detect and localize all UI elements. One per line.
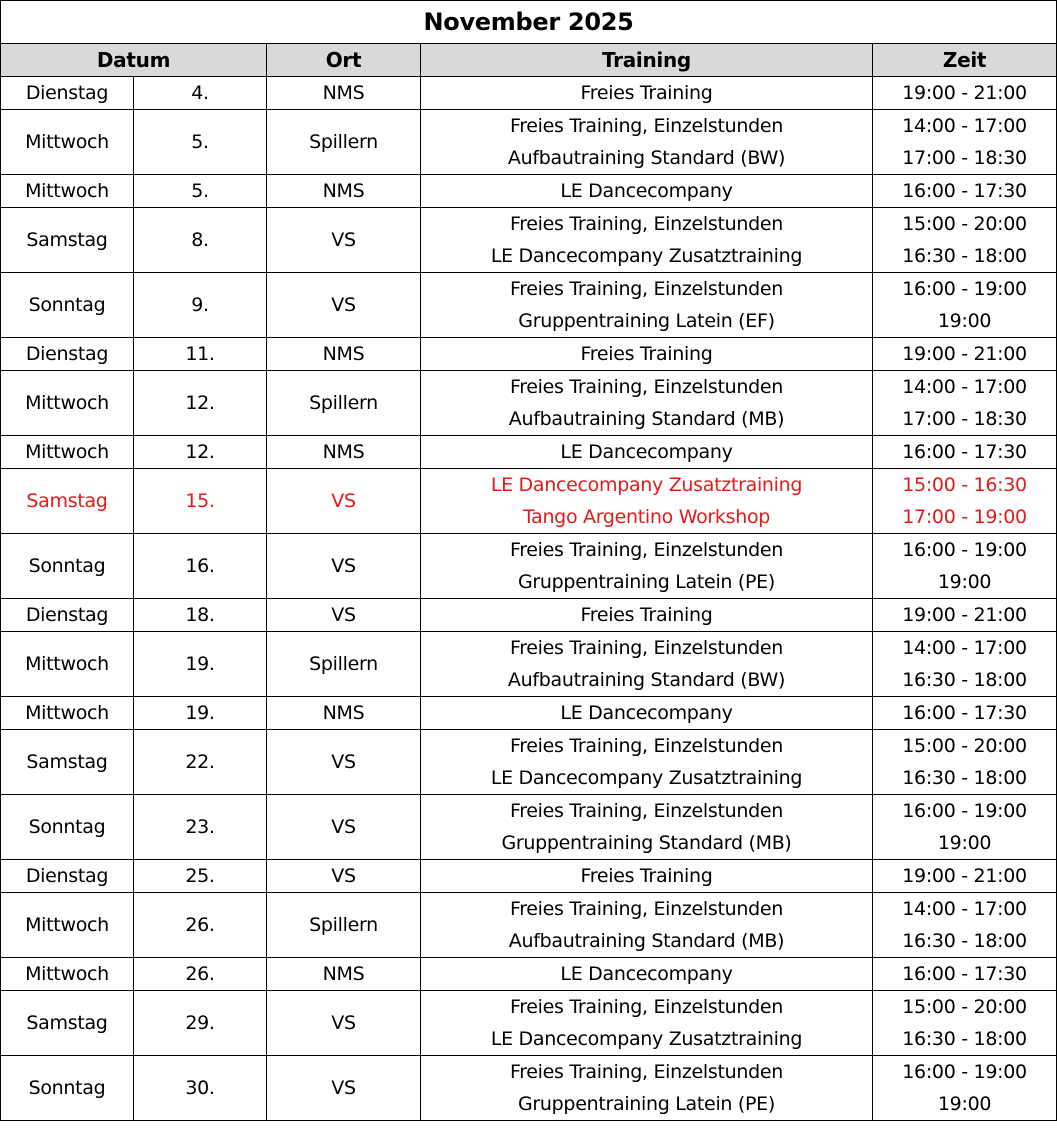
zeit-line: 15:00 - 20:00 xyxy=(902,213,1027,235)
cell-date: 15. xyxy=(134,469,267,534)
header-ort: Ort xyxy=(267,44,421,77)
cell-date: 18. xyxy=(134,599,267,632)
cell-training xyxy=(421,860,873,893)
table-row xyxy=(1,697,1057,730)
zeit-line: 19:00 xyxy=(937,1093,992,1115)
cell-ort: VS xyxy=(267,208,421,273)
cell-zeit xyxy=(873,371,1057,436)
table-row xyxy=(1,175,1057,208)
cell-day: Sonntag xyxy=(1,795,134,860)
cell-zeit xyxy=(873,208,1057,273)
training-line: Freies Training xyxy=(580,82,713,104)
cell-ort: VS xyxy=(267,469,421,534)
table-row xyxy=(1,599,1057,632)
zeit-line: 16:30 - 18:00 xyxy=(902,930,1027,952)
cell-zeit xyxy=(873,893,1057,958)
training-line: Freies Training, Einzelstunden xyxy=(509,898,784,920)
cell-ort: Spillern xyxy=(267,893,421,958)
cell-zeit xyxy=(873,534,1057,599)
zeit-line: 19:00 - 21:00 xyxy=(902,82,1027,104)
cell-day: Mittwoch xyxy=(1,371,134,436)
training-line: LE Dancecompany Zusatztraining xyxy=(490,245,803,267)
cell-training xyxy=(421,534,873,599)
cell-ort: NMS xyxy=(267,338,421,371)
cell-zeit xyxy=(873,599,1057,632)
cell-day: Samstag xyxy=(1,208,134,273)
training-line: Gruppentraining Latein (PE) xyxy=(518,1093,775,1115)
cell-ort: VS xyxy=(267,534,421,599)
cell-zeit xyxy=(873,632,1057,697)
table-row xyxy=(1,436,1057,469)
cell-training xyxy=(421,208,873,273)
cell-zeit xyxy=(873,469,1057,534)
zeit-line: 17:00 - 18:30 xyxy=(902,147,1027,169)
header-zeit: Zeit xyxy=(873,44,1057,77)
cell-training xyxy=(421,958,873,991)
cell-day: Dienstag xyxy=(1,77,134,110)
cell-date: 9. xyxy=(134,273,267,338)
cell-training xyxy=(421,436,873,469)
zeit-line: 17:00 - 18:30 xyxy=(902,408,1027,430)
cell-zeit xyxy=(873,273,1057,338)
cell-training xyxy=(421,795,873,860)
training-line: Freies Training, Einzelstunden xyxy=(509,539,784,561)
cell-date: 26. xyxy=(134,893,267,958)
header-datum: Datum xyxy=(1,44,267,77)
cell-training xyxy=(421,77,873,110)
cell-date: 12. xyxy=(134,436,267,469)
zeit-line: 16:00 - 19:00 xyxy=(902,1061,1027,1083)
cell-date: 26. xyxy=(134,958,267,991)
cell-date: 16. xyxy=(134,534,267,599)
cell-ort: Spillern xyxy=(267,632,421,697)
cell-date: 30. xyxy=(134,1056,267,1121)
table-row xyxy=(1,338,1057,371)
zeit-line: 16:30 - 18:00 xyxy=(902,245,1027,267)
cell-zeit xyxy=(873,1056,1057,1121)
zeit-line: 16:30 - 18:00 xyxy=(902,767,1027,789)
cell-date: 19. xyxy=(134,632,267,697)
cell-zeit xyxy=(873,175,1057,208)
training-line: Freies Training, Einzelstunden xyxy=(509,800,784,822)
cell-day: Samstag xyxy=(1,469,134,534)
zeit-line: 14:00 - 17:00 xyxy=(902,376,1027,398)
cell-date: 29. xyxy=(134,991,267,1056)
cell-ort: VS xyxy=(267,991,421,1056)
cell-day: Sonntag xyxy=(1,1056,134,1121)
zeit-line: 19:00 xyxy=(937,571,992,593)
training-line: LE Dancecompany xyxy=(560,963,733,985)
cell-day: Dienstag xyxy=(1,338,134,371)
table-row xyxy=(1,371,1057,436)
zeit-line: 14:00 - 17:00 xyxy=(902,115,1027,137)
table-row xyxy=(1,893,1057,958)
training-line: Freies Training, Einzelstunden xyxy=(509,376,784,398)
cell-date: 5. xyxy=(134,110,267,175)
cell-date: 23. xyxy=(134,795,267,860)
training-line: Freies Training, Einzelstunden xyxy=(509,278,784,300)
zeit-line: 17:00 - 19:00 xyxy=(902,506,1027,528)
cell-zeit xyxy=(873,697,1057,730)
cell-training xyxy=(421,991,873,1056)
training-line: LE Dancecompany xyxy=(560,441,733,463)
table-row xyxy=(1,632,1057,697)
training-line: Freies Training, Einzelstunden xyxy=(509,735,784,757)
cell-day: Mittwoch xyxy=(1,697,134,730)
cell-training xyxy=(421,273,873,338)
cell-zeit xyxy=(873,860,1057,893)
zeit-line: 16:30 - 18:00 xyxy=(902,1028,1027,1050)
zeit-line: 16:30 - 18:00 xyxy=(902,669,1027,691)
cell-day: Mittwoch xyxy=(1,958,134,991)
training-line: LE Dancecompany Zusatztraining xyxy=(490,474,803,496)
table-row xyxy=(1,273,1057,338)
training-line: LE Dancecompany Zusatztraining xyxy=(490,767,803,789)
training-line: Aufbautraining Standard (MB) xyxy=(508,930,785,952)
training-line: Freies Training, Einzelstunden xyxy=(509,996,784,1018)
table-row xyxy=(1,1056,1057,1121)
training-line: Aufbautraining Standard (MB) xyxy=(508,408,785,430)
zeit-line: 19:00 xyxy=(937,310,992,332)
training-line: Freies Training xyxy=(580,343,713,365)
cell-training xyxy=(421,110,873,175)
table-row xyxy=(1,77,1057,110)
table-row xyxy=(1,534,1057,599)
zeit-line: 19:00 - 21:00 xyxy=(902,343,1027,365)
zeit-line: 16:00 - 17:30 xyxy=(902,702,1027,724)
zeit-line: 16:00 - 17:30 xyxy=(902,441,1027,463)
zeit-line: 19:00 - 21:00 xyxy=(902,604,1027,626)
table-row xyxy=(1,469,1057,534)
cell-day: Mittwoch xyxy=(1,175,134,208)
cell-ort: NMS xyxy=(267,697,421,730)
cell-ort: VS xyxy=(267,795,421,860)
cell-day: Sonntag xyxy=(1,273,134,338)
cell-training xyxy=(421,1056,873,1121)
training-line: Freies Training xyxy=(580,604,713,626)
table-row xyxy=(1,110,1057,175)
cell-ort: NMS xyxy=(267,175,421,208)
zeit-line: 19:00 xyxy=(937,832,992,854)
cell-day: Samstag xyxy=(1,730,134,795)
cell-day: Mittwoch xyxy=(1,893,134,958)
zeit-line: 16:00 - 19:00 xyxy=(902,278,1027,300)
table-row xyxy=(1,991,1057,1056)
cell-zeit xyxy=(873,338,1057,371)
cell-zeit xyxy=(873,991,1057,1056)
cell-ort: VS xyxy=(267,273,421,338)
cell-ort: VS xyxy=(267,599,421,632)
cell-day: Mittwoch xyxy=(1,632,134,697)
schedule-body xyxy=(1,77,1057,1121)
cell-zeit xyxy=(873,110,1057,175)
zeit-line: 15:00 - 20:00 xyxy=(902,735,1027,757)
cell-training xyxy=(421,893,873,958)
cell-ort: VS xyxy=(267,860,421,893)
cell-zeit xyxy=(873,77,1057,110)
cell-training xyxy=(421,469,873,534)
training-line: Gruppentraining Latein (PE) xyxy=(518,571,775,593)
cell-training xyxy=(421,697,873,730)
zeit-line: 19:00 - 21:00 xyxy=(902,865,1027,887)
training-line: LE Dancecompany xyxy=(560,702,733,724)
cell-ort: VS xyxy=(267,730,421,795)
training-line: Aufbautraining Standard (BW) xyxy=(507,669,786,691)
cell-day: Samstag xyxy=(1,991,134,1056)
cell-day: Dienstag xyxy=(1,860,134,893)
zeit-line: 16:00 - 19:00 xyxy=(902,539,1027,561)
cell-training xyxy=(421,730,873,795)
cell-ort: VS xyxy=(267,1056,421,1121)
training-line: Freies Training xyxy=(580,865,713,887)
training-line: Freies Training, Einzelstunden xyxy=(509,115,784,137)
cell-day: Dienstag xyxy=(1,599,134,632)
cell-date: 25. xyxy=(134,860,267,893)
cell-training xyxy=(421,338,873,371)
cell-day: Mittwoch xyxy=(1,436,134,469)
training-line: Freies Training, Einzelstunden xyxy=(509,637,784,659)
table-row xyxy=(1,860,1057,893)
cell-zeit xyxy=(873,436,1057,469)
cell-ort: NMS xyxy=(267,958,421,991)
cell-date: 19. xyxy=(134,697,267,730)
table-row xyxy=(1,208,1057,273)
training-line: LE Dancecompany xyxy=(560,180,733,202)
zeit-line: 16:00 - 17:30 xyxy=(902,180,1027,202)
cell-zeit xyxy=(873,730,1057,795)
training-line: Tango Argentino Workshop xyxy=(522,506,771,528)
training-line: Gruppentraining Standard (MB) xyxy=(501,832,792,854)
zeit-line: 16:00 - 19:00 xyxy=(902,800,1027,822)
table-row xyxy=(1,958,1057,991)
training-line: Gruppentraining Latein (EF) xyxy=(518,310,775,332)
header-training: Training xyxy=(421,44,873,77)
cell-training xyxy=(421,371,873,436)
zeit-line: 14:00 - 17:00 xyxy=(902,898,1027,920)
cell-ort: NMS xyxy=(267,436,421,469)
table-title: November 2025 xyxy=(1,1,1057,44)
cell-date: 8. xyxy=(134,208,267,273)
table-row xyxy=(1,730,1057,795)
cell-ort: Spillern xyxy=(267,110,421,175)
cell-day: Sonntag xyxy=(1,534,134,599)
cell-date: 12. xyxy=(134,371,267,436)
cell-zeit xyxy=(873,958,1057,991)
cell-day: Mittwoch xyxy=(1,110,134,175)
cell-date: 22. xyxy=(134,730,267,795)
zeit-line: 14:00 - 17:00 xyxy=(902,637,1027,659)
table-row xyxy=(1,795,1057,860)
zeit-line: 15:00 - 20:00 xyxy=(902,996,1027,1018)
training-line: LE Dancecompany Zusatztraining xyxy=(490,1028,803,1050)
training-line: Freies Training, Einzelstunden xyxy=(509,213,784,235)
cell-ort: Spillern xyxy=(267,371,421,436)
zeit-line: 15:00 - 16:30 xyxy=(902,474,1027,496)
training-line: Freies Training, Einzelstunden xyxy=(509,1061,784,1083)
zeit-line: 16:00 - 17:30 xyxy=(902,963,1027,985)
cell-ort: NMS xyxy=(267,77,421,110)
cell-zeit xyxy=(873,795,1057,860)
cell-training xyxy=(421,632,873,697)
cell-training xyxy=(421,175,873,208)
cell-date: 11. xyxy=(134,338,267,371)
training-line: Aufbautraining Standard (BW) xyxy=(507,147,786,169)
cell-date: 4. xyxy=(134,77,267,110)
cell-date: 5. xyxy=(134,175,267,208)
cell-training xyxy=(421,599,873,632)
